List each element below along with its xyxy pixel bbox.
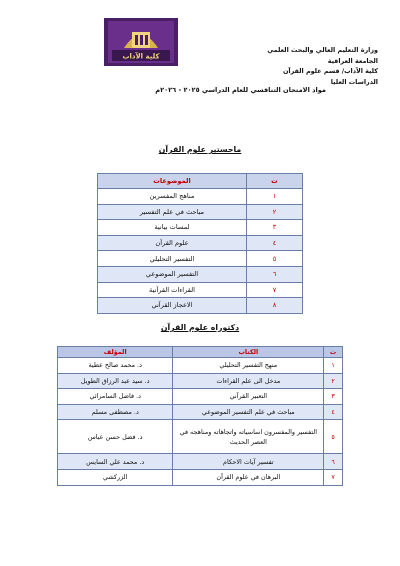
- institution-header: [228, 45, 378, 87]
- table-row: [58, 454, 343, 470]
- table-row: [98, 204, 303, 220]
- author-cell: د. مصطفى مسلم: [58, 404, 173, 420]
- row-number: ٣: [324, 389, 343, 405]
- topic-cell: التفسير التحليلي: [98, 251, 247, 267]
- row-number: ٦: [324, 454, 343, 470]
- exam-title: مواد الامتحان التنافسي للعام الدراسي ٢٠٢٥ - ٢٠٢٦م: [155, 86, 326, 94]
- table-row: [98, 235, 303, 251]
- row-number: ٧: [247, 282, 303, 298]
- table-row: [98, 189, 303, 205]
- num-header: ت: [324, 347, 343, 358]
- author-cell: د. سيد عبد الرزاق الطويل: [58, 373, 173, 389]
- topic-cell: مباحث في علم التفسير: [98, 204, 247, 220]
- college-logo: [104, 18, 178, 66]
- row-number: ٧: [324, 469, 343, 485]
- book-cell: البرهان في علوم القرآن: [173, 469, 324, 485]
- graduate-studies: الدراسات العليا: [330, 77, 378, 86]
- topic-cell: لمسات بيانية: [98, 220, 247, 236]
- table-row: [98, 251, 303, 267]
- table-row: [58, 420, 343, 454]
- topic-cell: القراءات القرآنية: [98, 282, 247, 298]
- author-cell: د. محمد صالح عطية: [58, 358, 173, 374]
- topic-cell: مناهج المفسرين: [98, 189, 247, 205]
- num-header: ت: [247, 174, 303, 189]
- ministry-name: وزارة التعليم العالي والبحث العلمي: [267, 46, 378, 54]
- author-cell: د. فاضل السامرائي: [58, 389, 173, 405]
- author-cell: الزركشي: [58, 469, 173, 485]
- book-cell: مباحث في علم التفسير الموضوعي: [173, 404, 324, 420]
- row-number: ١: [247, 189, 303, 205]
- row-number: ٦: [247, 266, 303, 282]
- table-row: [98, 266, 303, 282]
- row-number: ٤: [324, 404, 343, 420]
- table-header-row: [98, 174, 303, 189]
- row-number: ٢: [324, 373, 343, 389]
- table-row: [58, 469, 343, 485]
- row-number: ٥: [324, 420, 343, 454]
- doctorate-books-table: [57, 346, 343, 486]
- row-number: ٣: [247, 220, 303, 236]
- logo-text: كلية الآداب: [122, 52, 160, 61]
- table-row: [58, 404, 343, 420]
- table-row: [98, 282, 303, 298]
- author-cell: د. فضل حسن عباس: [58, 420, 173, 454]
- masters-topics-table: [97, 173, 303, 314]
- topic-cell: علوم القرآن: [98, 235, 247, 251]
- book-cell: مدخل الى علم القراءات: [173, 373, 324, 389]
- author-cell: د. محمد علي السايس: [58, 454, 173, 470]
- doctorate-title: دكتوراه علوم القرآن: [160, 323, 240, 332]
- topic-header: الموضوعات: [98, 174, 247, 189]
- topic-cell: الاعجاز القرآني: [98, 298, 247, 314]
- author-header: المؤلف: [58, 347, 173, 358]
- table-row: [58, 358, 343, 374]
- college-department: كلية الآداب/ قسم علوم القرآن: [282, 67, 378, 75]
- table-header-row: [58, 347, 343, 358]
- topic-cell: التفسير الموضوعي: [98, 266, 247, 282]
- book-cell: تفسير آيات الاحكام: [173, 454, 324, 470]
- table-row: [58, 389, 343, 405]
- row-number: ٢: [247, 204, 303, 220]
- book-cell: التعبير القرآني: [173, 389, 324, 405]
- row-number: ٥: [247, 251, 303, 267]
- book-cell: التفسير والمفسرون اساسياته واتجاهاته ومناهجه في العصر الحديث: [173, 420, 324, 454]
- book-header: الكتاب: [173, 347, 324, 358]
- book-cell: منهج التفسير التحليلي: [173, 358, 324, 374]
- university-name: الجامعة العراقية: [327, 56, 378, 65]
- masters-title: ماجستير علوم القرآن: [158, 145, 242, 154]
- row-number: ٤: [247, 235, 303, 251]
- row-number: ٨: [247, 298, 303, 314]
- row-number: ١: [324, 358, 343, 374]
- table-row: [98, 298, 303, 314]
- table-row: [58, 373, 343, 389]
- table-row: [98, 220, 303, 236]
